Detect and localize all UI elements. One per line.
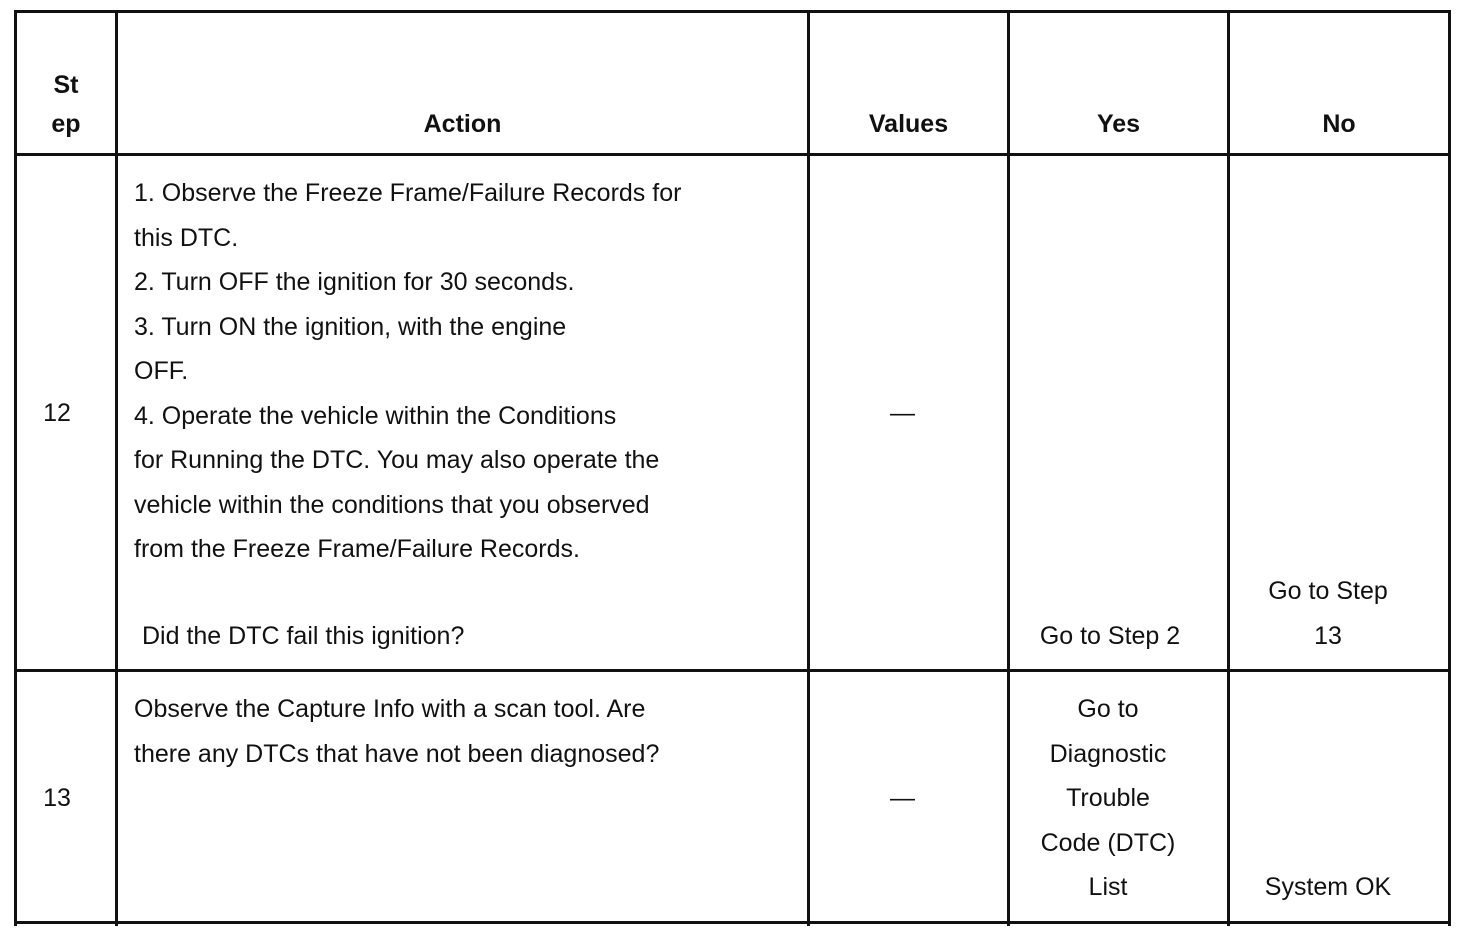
column-divider-yes [1227,10,1230,926]
action-line: 4. Operate the vehicle within the Conditions [134,401,617,430]
header-values: Values [868,110,949,138]
diagnostic-table [14,10,1451,926]
yes-cell: Go to Step 2 [1039,622,1181,650]
values-cell: — [890,399,915,427]
row-divider [14,669,1451,672]
action-line: 3. Turn ON the ignition, with the engine [134,312,567,341]
action-line: OFF. [134,357,189,385]
table-border-top [14,10,1451,13]
action-line: 1. Observe the Freeze Frame/Failure Records for [134,179,682,207]
action-line: Observe the Capture Info with a scan tool. Are [134,695,646,723]
no-cell: System OK [1264,873,1392,901]
action-line: vehicle within the conditions that you observed [134,490,650,519]
header-step-line2: ep [51,110,81,138]
header-divider [14,153,1451,156]
header-action: Action [423,110,502,138]
header-no: No [1322,110,1356,138]
yes-cell-line: Code (DTC) [1040,828,1176,857]
action-line: 2. Turn OFF the ignition for 30 seconds. [134,268,575,296]
yes-cell-line: Trouble [1066,784,1150,812]
action-line: this DTC. [134,223,239,252]
no-cell-line2: 13 [1314,621,1342,650]
action-line: there any DTCs that have not been diagnosed? [134,739,660,768]
table-border-bottom [14,921,1451,924]
action-line: from the Freeze Frame/Failure Records. [134,535,580,563]
column-divider-step [115,10,118,926]
header-yes: Yes [1096,110,1141,138]
yes-cell-line: List [1088,873,1128,901]
yes-cell-line: Diagnostic [1049,739,1167,768]
no-cell [1230,569,1426,658]
yes-cell [1010,687,1206,910]
step-number: 13 [43,784,71,812]
action-line: for Running the DTC. You may also operate the [134,446,660,474]
step-number: 12 [43,399,71,427]
header-step [17,66,115,144]
table-border-right [1448,10,1451,926]
values-cell: — [890,784,915,812]
no-cell-line1: Go to Step [1268,577,1388,605]
yes-cell-line: Go to [1077,695,1139,723]
action-question: Did the DTC fail this ignition? [142,622,465,650]
header-step-line1: St [53,71,79,99]
